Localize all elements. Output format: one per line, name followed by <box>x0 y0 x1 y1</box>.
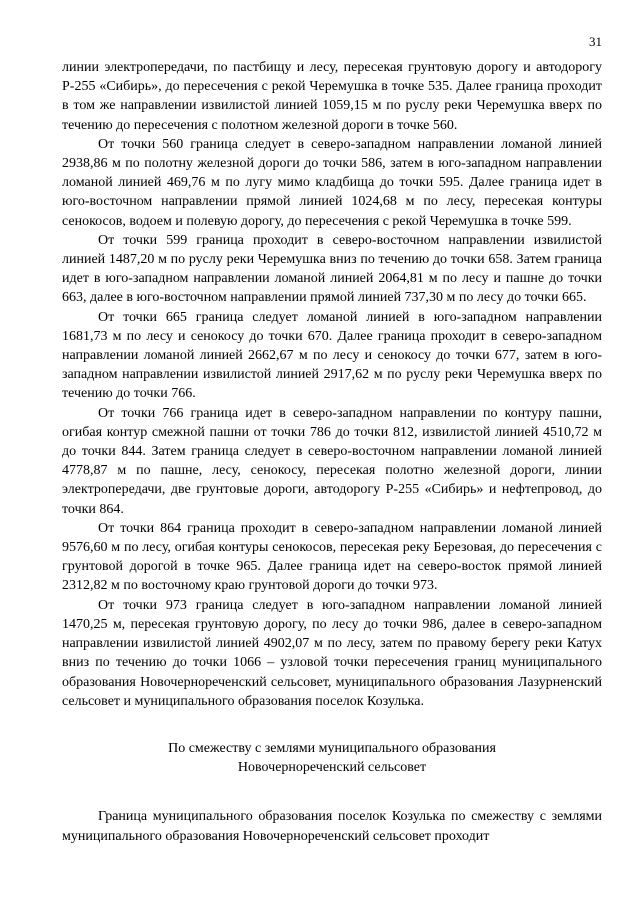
paragraph-1: линии электропередачи, по пастбищу и лесу, пересекая грунтовую дорогу и автодорогу Р-255 «Сибирь», до пересечения с рекой Черемушка в точке 535. Далее граница проходит в том же направлении извилистой линией 1059,15 м по руслу реки Черемушка вверх по течению до пересечения с полотном железной дороги в точке 560. <box>62 60 602 133</box>
paragraph-5: От точки 766 граница идет в северо-западном направлении по контуру пашни, огибая контур смежной пашни от точки 786 до точки 812, извилистой линией 4510,72 м до точки 844. Затем граница следует в северо-восточном направлении ломаной линией 4778,87 м по пашне, лесу, сенокосу, пересекая полотно железной дороги, линии электропередачи, две грунтовые дороги, автодорогу Р-255 «Сибирь» и нефтепровод, до точки 864. <box>62 405 602 517</box>
paragraph-6: От точки 864 граница проходит в северо-западном направлении ломаной линией 9576,60 м по лесу, огибая контуры сенокосов, пересекая реку Березовая, до пересечения с грунтовой дорогой в точке 965. Далее граница идет на северо-восток прямой линией 2312,82 м по восточному краю грунтовой дороги до точки 973. <box>62 520 602 594</box>
paragraph-7: От точки 973 граница следует в юго-западном направлении ломаной линией 1470,25 м, пересекая грунтовую дорогу, по лесу до точки 986, далее в северо-западном направлении извилистой линией 4902,07 м по лесу, затем по правому берегу реки Катух вниз по течению до точки 1066 – узловой точки пересечения границ муниципального образования Новочернореченский сельсовет, муниципального образования Лазурненский сельсовет и муниципального образования поселок Козулька. <box>62 597 602 709</box>
page-number: 31 <box>589 34 602 49</box>
section-heading <box>62 739 602 777</box>
paragraph-4: От точки 665 граница следует ломаной линией в юго-западном направлении 1681,73 м по лесу и сенокосу до точки 670. Далее граница проходит в северо-западном направлении ломаной линией 2662,67 м по лесу и сенокосу до точки 677, затем в юго-западном направлении извилистой линией 2917,62 м по руслу реки Черемушка вверх по течению до точки 766. <box>62 309 602 402</box>
section-heading-line-1: По смежеству с землями муниципального образования <box>168 740 496 756</box>
section-heading-line-2: Новочернореченский сельсовет <box>237 760 427 776</box>
document-body <box>62 58 602 846</box>
paragraph-3: От точки 599 граница проходит в северо-восточном направлении извилистой линией 1487,20 м по руслу реки Черемушка вниз по течению до точки 658. Затем граница идет в юго-западном направлении ломаной линией 2064,81 м по лесу и пашне до точки 663, далее в юго-восточном направлении прямой линией 737,30 м по лесу до точки 665. <box>62 232 602 306</box>
final-paragraph: Граница муниципального образования поселок Козулька по смежеству с землями муниципального образования Новочернореченский сельсовет проходит <box>62 809 602 844</box>
paragraph-2: От точки 560 граница следует в северо-западном направлении ломаной линией 2938,86 м по полотну железной дороги до точки 586, затем в юго-западном направлении ломаной линией 469,76 м по лугу мимо кладбища до точки 595. Далее граница идет в юго-восточном направлении прямой линией 1024,68 м по лесу, пересекая контуры сенокосов, водоем и полевую дорогу, до пересечения с рекой Черемушка в точке 599. <box>62 136 602 229</box>
